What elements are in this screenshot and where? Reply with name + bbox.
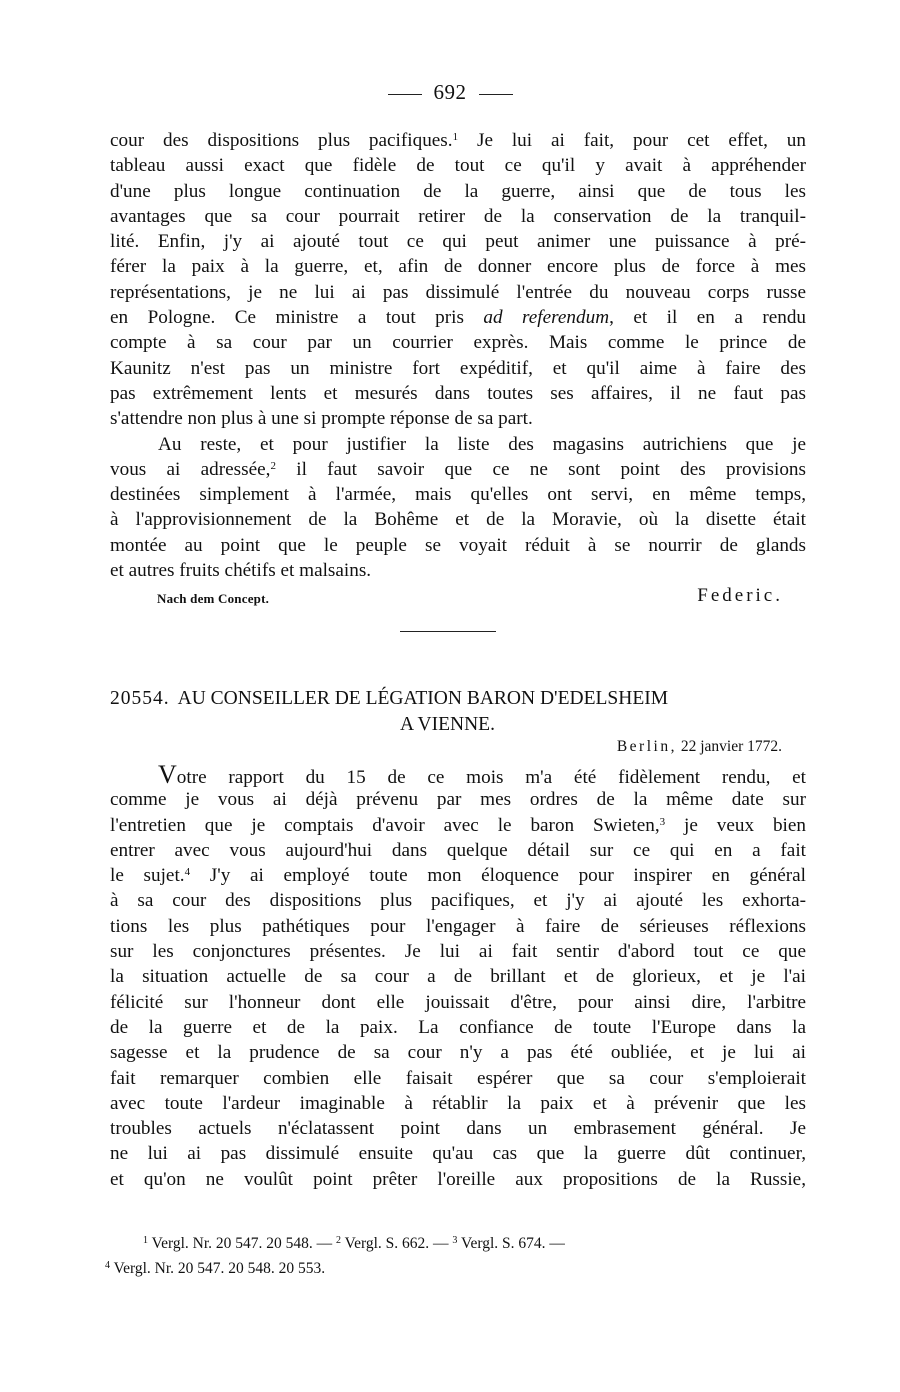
text-line: et qu'on ne voulût point prêter l'oreille aux propositions de la Russie, [110, 1168, 806, 1190]
text-line: ne lui ai pas dissimulé ensuite qu'au cas que la guerre dût continuer, [110, 1143, 806, 1165]
footnote-mark: 4 [105, 1260, 110, 1271]
text-line: le sujet.$^4$ J'y ai employé toute mon éloquence pour inspirer en général [110, 865, 806, 887]
letter-2-heading [110, 686, 806, 738]
text-line: destinées simplement à l'armée, mais qu'elles ont servi, en même temps, [110, 484, 806, 506]
text-line: entrer avec vous aujourd'hui dans quelque détail sur ce qui en a fait [110, 839, 806, 861]
footnote-ref: 2 [270, 459, 276, 472]
text-line: représentations, je ne lui ai pas dissimulé l'entrée du nouveau corps russe [110, 281, 806, 303]
page-number-text: 692 [433, 80, 467, 104]
letter-title: AU CONSEILLER DE LÉGATION BARON D'EDELSHEIM [177, 688, 669, 709]
page-number-dash-right [479, 94, 513, 95]
initial-letter: V [158, 760, 177, 789]
text-line: tableau aussi exact que fidèle de tout ce qu'il y avait à appréhender [110, 155, 806, 177]
text-line: de la guerre et de la paix. La confiance de toute l'Europe dans la [110, 1016, 806, 1038]
text-line: l'entretien que je comptais d'avoir avec le baron Swieten,$^3$ je veux bien [110, 814, 806, 836]
text-line: et autres fruits chétifs et malsains. [110, 560, 372, 582]
footnote-line: $^1$ Vergl. Nr. 20 547. 20 548. — $^2$ Vergl. S. 662. — $^3$ Vergl. S. 674. — [143, 1235, 565, 1252]
footnote-line: $^4$ Vergl. Nr. 20 547. 20 548. 20 553. [105, 1260, 326, 1277]
text-line: Au reste, et pour justifier la liste des magasins autrichiens que je [158, 433, 806, 455]
text-line: en Pologne. Ce ministre a tout pris ad referendum, et il en a rendu [110, 307, 807, 329]
letter-1-closing [157, 585, 783, 611]
footnote-mark: 3 [452, 1235, 458, 1246]
heading-line-1 [110, 686, 806, 712]
text-line: tions les plus pathétiques pour l'engager à faire de sérieuses réflexions [110, 915, 806, 937]
text-line: sur les conjonctures présentes. Je lui ai fait sentir d'abord tout ce que [110, 941, 806, 963]
text-line: férer la paix à la guerre, et, afin de donner encore plus de force à mes [110, 256, 806, 278]
text-line: troubles actuels n'éclatassent point dans un embrasement général. Je [110, 1118, 806, 1140]
text-line: avec toute l'ardeur imaginable à rétablir la paix et à prévenir que les [110, 1092, 806, 1114]
text-line: lité. Enfin, j'y ai ajouté tout ce qui peut animer une puissance à pré- [110, 231, 806, 253]
text-line: d'une plus longue continuation de la guerre, ainsi que de tous les [110, 180, 806, 202]
text-line: la situation actuelle de sa cour a de brillant et de glorieux, et je l'ai [110, 966, 806, 988]
text-line: vous ai adressée,$^2$ il faut savoir que ce ne sont point des provisions [110, 458, 806, 480]
text-line: félicité sur l'honneur dont elle jouissait d'être, pour ainsi dire, l'arbitre [110, 991, 806, 1013]
text-line: Votre rapport du 15 de ce mois m'a été fidèlement rendu, et [158, 760, 806, 789]
italic-phrase: ad referendum [483, 307, 610, 329]
text-line: avantages que sa cour pourrait retirer de la conservation de la tranquil- [110, 205, 806, 227]
text-line: s'attendre non plus à une si prompte réponse de sa part. [110, 408, 533, 430]
section-divider [400, 631, 496, 632]
dateline [617, 738, 782, 756]
text-line: à l'approvisionnement de la Bohême et de la Moravie, où la disette était [110, 509, 806, 531]
dateline-place: Berlin, [616, 738, 677, 755]
page-number-dash-left [388, 94, 422, 95]
footnote-ref: 1 [452, 131, 459, 143]
footnote-ref: 4 [184, 866, 191, 879]
heading-line-2: A VIENNE. [400, 714, 495, 735]
dateline-date: 22 janvier 1772. [680, 738, 782, 755]
letter-1-body [110, 128, 806, 583]
text-line: pas extrêmement lents et mesurés dans toutes ses affaires, il ne faut pas [110, 382, 806, 404]
text-line: montée au point que le peuple se voyait réduit à se nourrir de glands [110, 534, 806, 556]
text-line: fait remarquer combien elle faisait espérer que sa cour s'emploierait [110, 1067, 806, 1089]
text-line: comme je vous ai déjà prévenu par mes ordres de la même date sur [110, 789, 806, 811]
footnote-mark: 2 [336, 1235, 342, 1246]
signature: Federic. [697, 585, 783, 606]
text-line: à sa cour des dispositions plus pacifiques, et j'y ai ajouté les exhorta- [110, 890, 806, 912]
letter-2-body [110, 762, 806, 1192]
footnote-mark: 1 [143, 1235, 148, 1246]
source-note: Nach dem Concept. [157, 591, 270, 606]
page-number [0, 80, 900, 105]
text-line: compte à sa cour par un courrier exprès. Mais comme le prince de [110, 332, 806, 354]
text-line: Kaunitz n'est pas un ministre fort expéditif, et qu'il aime à faire des [110, 357, 806, 379]
text-line: sagesse et la prudence de sa cour n'y a pas été oubliée, et je lui ai [110, 1042, 806, 1064]
text-line: cour des dispositions plus pacifiques.$^1$ Je lui ai fait, pour cet effet, un [110, 130, 806, 151]
footnotes [105, 1228, 805, 1278]
footnote-ref: 3 [659, 815, 666, 828]
letter-number: 20554. [110, 688, 170, 709]
